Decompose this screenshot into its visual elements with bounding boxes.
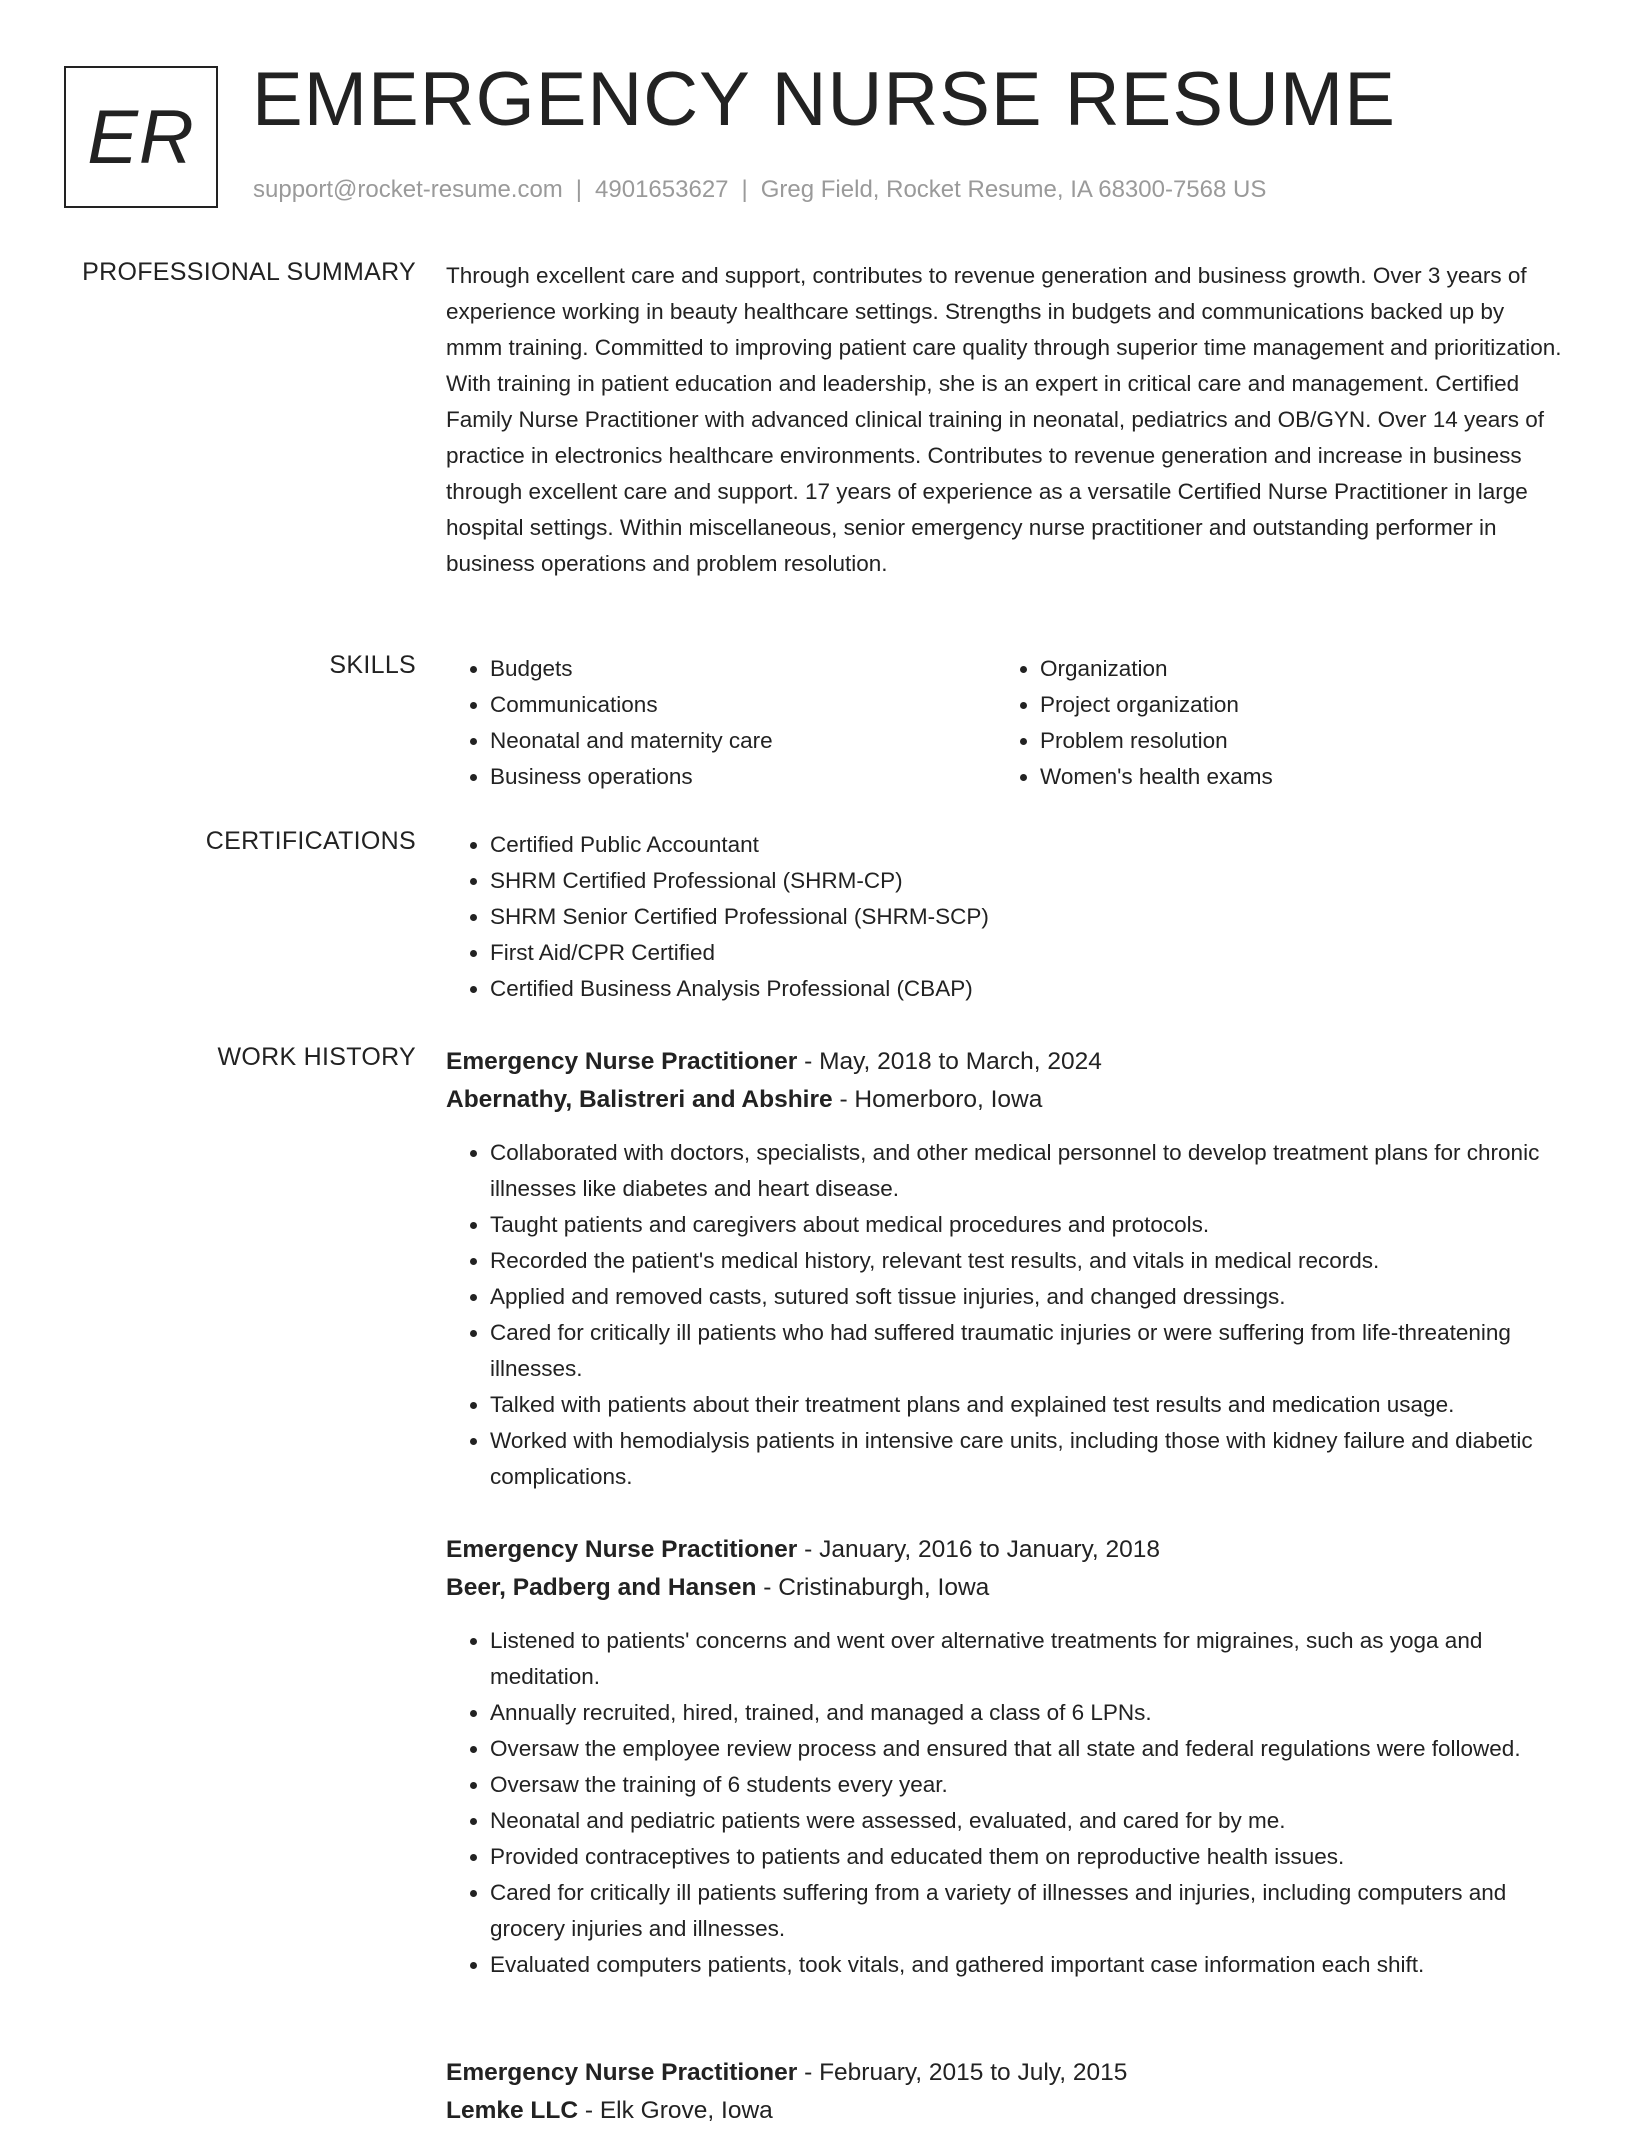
skill-item: • Communications (490, 687, 773, 723)
skills-list-right (996, 651, 1273, 795)
job-duty: • Listened to patients' concerns and went over alternative treatments for migraines, such as yoga and meditation. (490, 1623, 1566, 1695)
job-location: - Cristinaburgh, Iowa (756, 1574, 990, 1601)
skill-item: • Business operations (490, 759, 773, 795)
job-duty: • Taught patients and caregivers about medical procedures and protocols. (490, 1207, 1566, 1243)
contact-email[interactable]: support@rocket-resume.com (253, 176, 563, 203)
job-duty: • Worked with hemodialysis patients in intensive care units, including those with kidney failure and diabetic complications. (490, 1423, 1566, 1495)
job-title-line (446, 1043, 1566, 1081)
job-title: Emergency Nurse Practitioner (446, 2059, 798, 2086)
certifications-list (446, 827, 1566, 1007)
job-entry (446, 2054, 1566, 2130)
job-company: Beer, Padberg and Hansen (446, 1574, 757, 1601)
job-title-line (446, 2054, 1566, 2092)
job-company: Abernathy, Balistreri and Abshire (446, 1086, 833, 1113)
job-duty: • Talked with patients about their treatment plans and explained test results and medication usage. (490, 1387, 1566, 1423)
job-duty: • Annually recruited, hired, trained, and managed a class of 6 LPNs. (490, 1695, 1566, 1731)
skill-item: • Neonatal and maternity care (490, 723, 773, 759)
job-duty: • Cared for critically ill patients suffering from a variety of illnesses and injuries, including computers and grocery injuries and illnesses. (490, 1875, 1566, 1947)
job-title: Emergency Nurse Practitioner (446, 1048, 798, 1075)
job-duty: • Collaborated with doctors, specialists, and other medical personnel to develop treatment plans for chronic illnesses like diabetes and heart disease. (490, 1135, 1566, 1207)
contact-line (253, 176, 1266, 204)
contact-address: Greg Field, Rocket Resume, IA 68300-7568 US (760, 176, 1267, 203)
contact-phone[interactable]: 4901653627 (595, 176, 729, 203)
job-duties-list (446, 1135, 1566, 1495)
job-company-line (446, 2092, 1566, 2130)
job-duty: • Oversaw the employee review process and ensured that all state and federal regulations were followed. (490, 1731, 1566, 1767)
certification-item: • SHRM Senior Certified Professional (SHRM-SCP) (490, 899, 1566, 935)
job-duty: • Cared for critically ill patients who had suffered traumatic injuries or were suffering from life-threatening illnesses. (490, 1315, 1566, 1387)
skills-list-left (446, 651, 773, 795)
contact-separator: | (741, 176, 748, 203)
contact-separator: | (575, 176, 583, 203)
summary-heading: PROFESSIONAL SUMMARY (82, 258, 416, 286)
job-duty: • Recorded the patient's medical history, relevant test results, and vitals in medical records. (490, 1243, 1566, 1279)
monogram-badge: ER (64, 66, 218, 208)
job-dates: - May, 2018 to March, 2024 (797, 1048, 1102, 1075)
job-dates: - February, 2015 to July, 2015 (797, 2059, 1128, 2086)
work-history-heading: WORK HISTORY (217, 1043, 416, 1071)
job-title: Emergency Nurse Practitioner (446, 1536, 798, 1563)
job-location: - Homerboro, Iowa (832, 1086, 1043, 1113)
resume-title: EMERGENCY NURSE RESUME (252, 57, 1396, 142)
skill-item: • Women's health exams (1040, 759, 1273, 795)
job-duty: • Neonatal and pediatric patients were assessed, evaluated, and cared for by me. (490, 1803, 1566, 1839)
job-duty: • Applied and removed casts, sutured soft tissue injuries, and changed dressings. (490, 1279, 1566, 1315)
job-duty: • Oversaw the training of 6 students every year. (490, 1767, 1566, 1803)
skill-item: • Project organization (1040, 687, 1273, 723)
job-duty: • Evaluated computers patients, took vitals, and gathered important case information each shift. (490, 1947, 1566, 1983)
certification-item: • SHRM Certified Professional (SHRM-CP) (490, 863, 1566, 899)
certification-item: • Certified Business Analysis Professional (CBAP) (490, 971, 1566, 1007)
job-duties-list (446, 1623, 1566, 1983)
certification-item: • First Aid/CPR Certified (490, 935, 1566, 971)
certifications-heading: CERTIFICATIONS (205, 827, 416, 855)
skill-item: • Organization (1040, 651, 1273, 687)
job-entry (446, 1531, 1566, 1983)
skill-item: • Problem resolution (1040, 723, 1273, 759)
job-duty: • Provided contraceptives to patients and educated them on reproductive health issues. (490, 1839, 1566, 1875)
job-company-line (446, 1081, 1566, 1119)
skills-heading: SKILLS (329, 651, 416, 679)
job-company: Lemke LLC (446, 2097, 579, 2124)
job-dates: - January, 2016 to January, 2018 (797, 1536, 1161, 1563)
job-title-line (446, 1531, 1566, 1569)
job-entry (446, 1043, 1566, 1495)
certification-item: • Certified Public Accountant (490, 827, 1566, 863)
skill-item: • Budgets (490, 651, 773, 687)
job-location: - Elk Grove, Iowa (578, 2097, 773, 2124)
summary-text: Through excellent care and support, contributes to revenue generation and business growth. Over 3 years of experience working in beauty healthcare settings. Strengths in budgets and communications backed up by mmm training. Committed to improving patient care quality through superior time management and prioritization. With training in patient education and leadership, she is an expert in critical care and management. Certified Family Nurse Practitioner with advanced clinical training in neonatal, pediatrics and OB/GYN. Over 14 years of practice in electronics healthcare environments. Contributes to revenue generation and increase in business through excellent care and support. 17 years of experience as a versatile Certified Nurse Practitioner in large hospital settings. Within miscellaneous, senior emergency nurse practitioner and outstanding performer in business operations and problem resolution. (446, 263, 1562, 576)
job-company-line (446, 1569, 1566, 1607)
